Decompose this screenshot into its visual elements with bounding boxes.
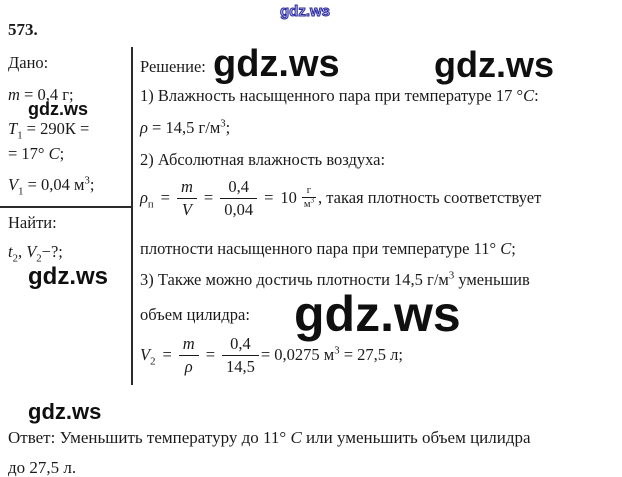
find-label: Найти: bbox=[8, 213, 57, 232]
fraction-m-over-v: $\frac{m}{V}$ bbox=[177, 177, 197, 220]
solution-step3: 3) Также можно достичь плотности 14,5 $г/м^3$ уменьшив bbox=[140, 269, 530, 289]
solution-step2-cont: плотности насыщенного пара при температуре 11° C; bbox=[140, 239, 516, 258]
equals-sign: = bbox=[160, 188, 170, 208]
solution-step2: 2) Абсолютная влажность воздуха: bbox=[140, 150, 386, 169]
watermark-solution-1: gdz.ws bbox=[213, 43, 340, 85]
answer-line-2: до 27,5 л. bbox=[8, 458, 77, 477]
watermark-center: gdz.ws bbox=[294, 286, 461, 342]
problem-number: 573. bbox=[8, 20, 38, 39]
given-find-divider bbox=[0, 206, 131, 208]
unit-fraction-g-per-m3: $\frac{г}{м^3}$ bbox=[303, 184, 314, 211]
v2-variable: $V_2$ bbox=[140, 345, 156, 368]
watermark-solution-2: gdz.ws bbox=[434, 44, 555, 85]
solution-label: Решение: bbox=[140, 57, 206, 76]
solution-step3-cont: объем цилидра: bbox=[140, 305, 250, 324]
equals-sign: = bbox=[205, 345, 215, 365]
equals-sign: = bbox=[162, 345, 172, 365]
solution-step1: 1) Влажность насыщенного пара при температуре 17 °C: bbox=[140, 86, 539, 105]
formula-absolute-humidity bbox=[140, 177, 541, 220]
watermark-given: gdz.ws bbox=[28, 99, 89, 119]
watermark-find: gdz.ws bbox=[28, 263, 109, 290]
fraction-values: $\frac{0,4}{14,5}$ bbox=[222, 334, 259, 377]
rho-variable: $\rho_п$ bbox=[140, 188, 154, 211]
given-temperature-k: $T_1 = 290К$ = bbox=[8, 119, 90, 142]
given-volume: $V_1 = 0,04$ $м^3$; bbox=[8, 174, 95, 198]
fraction-values: $\frac{0,4}{0,04}$ bbox=[220, 177, 257, 220]
result-value: 10 bbox=[280, 188, 297, 208]
solution-step1-result: ρ = 14,5 $г/м^3$; bbox=[140, 117, 231, 137]
column-divider bbox=[131, 47, 133, 385]
equals-sign: = bbox=[203, 188, 214, 208]
answer-line-1: Ответ: Уменьшить температуру до 11° C или уменьшить объем цилидра bbox=[8, 428, 531, 447]
formula-volume bbox=[140, 334, 403, 377]
given-mass: m = 0,4 г; bbox=[8, 85, 74, 104]
given-temperature-c: = 17° C; bbox=[8, 144, 65, 163]
formula-result-text: = 0,0275 $м^3 = 27,5$ л; bbox=[260, 344, 403, 365]
fraction-m-over-rho: $\frac{m}{\rho}$ bbox=[179, 334, 199, 377]
equals-sign: = bbox=[264, 188, 274, 208]
watermark-bottom: gdz.ws bbox=[28, 399, 102, 424]
formula-tail-text: , такая плотность соответствует bbox=[317, 188, 542, 208]
find-unknowns: $t_2$, $V_2-$?; bbox=[8, 242, 63, 265]
given-label: Дано: bbox=[8, 53, 49, 72]
watermark-top: gdz.ws bbox=[280, 3, 331, 20]
